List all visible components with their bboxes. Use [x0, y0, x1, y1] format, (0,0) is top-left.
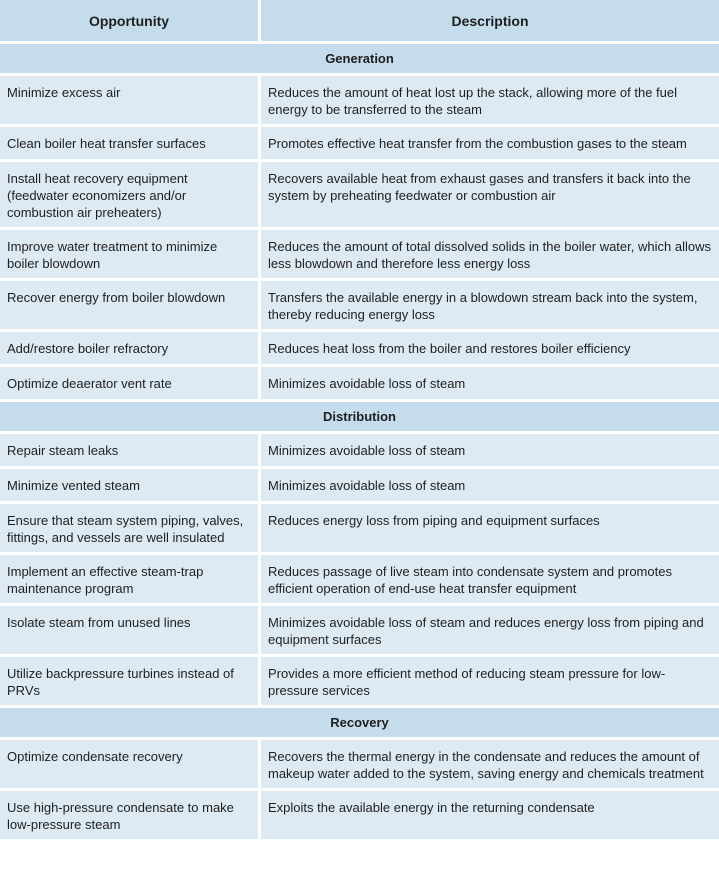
description-cell: Reduces heat loss from the boiler and restores boiler efficiency [261, 332, 719, 364]
opportunity-cell: Add/restore boiler refractory [0, 332, 258, 364]
table-row [0, 469, 719, 501]
description-cell: Recovers available heat from exhaust gases and transfers it back into the system by preheating feedwater or combustion air [261, 162, 719, 227]
description-cell: Minimizes avoidable loss of steam [261, 434, 719, 466]
description-cell: Minimizes avoidable loss of steam [261, 469, 719, 501]
section-title-generation: Generation [0, 44, 719, 73]
table-row [0, 76, 719, 124]
description-cell: Reduces the amount of total dissolved solids in the boiler water, which allows less blowdown and therefore less energy loss [261, 230, 719, 278]
description-cell: Reduces energy loss from piping and equipment surfaces [261, 504, 719, 552]
table-row [0, 555, 719, 603]
opportunity-cell: Clean boiler heat transfer surfaces [0, 127, 258, 159]
table-row [0, 434, 719, 466]
table-row [0, 230, 719, 278]
section-title-recovery: Recovery [0, 708, 719, 737]
opportunity-cell: Optimize condensate recovery [0, 740, 258, 788]
description-cell: Minimizes avoidable loss of steam and reduces energy loss from piping and equipment surfaces [261, 606, 719, 654]
description-cell: Minimizes avoidable loss of steam [261, 367, 719, 399]
description-cell: Transfers the available energy in a blowdown stream back into the system, thereby reducing energy loss [261, 281, 719, 329]
description-cell: Exploits the available energy in the returning condensate [261, 791, 719, 839]
opportunity-cell: Install heat recovery equipment (feedwater economizers and/or combustion air preheaters) [0, 162, 258, 227]
opportunity-cell: Use high-pressure condensate to make low-pressure steam [0, 791, 258, 839]
table-row [0, 162, 719, 227]
opportunity-cell: Optimize deaerator vent rate [0, 367, 258, 399]
opportunity-cell: Minimize vented steam [0, 469, 258, 501]
opportunity-cell: Recover energy from boiler blowdown [0, 281, 258, 329]
opportunity-cell: Repair steam leaks [0, 434, 258, 466]
description-cell: Reduces passage of live steam into condensate system and promotes efficient operation of end-use heat transfer equipment [261, 555, 719, 603]
table-row [0, 127, 719, 159]
table-row [0, 740, 719, 788]
table-row [0, 332, 719, 364]
table-row [0, 504, 719, 552]
opportunity-cell: Improve water treatment to minimize boiler blowdown [0, 230, 258, 278]
opportunity-cell: Minimize excess air [0, 76, 258, 124]
section-row [0, 44, 719, 73]
opportunity-cell: Utilize backpressure turbines instead of PRVs [0, 657, 258, 705]
description-cell: Provides a more efficient method of reducing steam pressure for low-pressure services [261, 657, 719, 705]
table-row [0, 657, 719, 705]
section-title-distribution: Distribution [0, 402, 719, 431]
section-row [0, 402, 719, 431]
opportunity-cell: Implement an effective steam-trap maintenance program [0, 555, 258, 603]
table-row [0, 281, 719, 329]
description-cell: Reduces the amount of heat lost up the stack, allowing more of the fuel energy to be transferred to the steam [261, 76, 719, 124]
section-row [0, 708, 719, 737]
opportunity-cell: Ensure that steam system piping, valves, fittings, and vessels are well insulated [0, 504, 258, 552]
table-row [0, 367, 719, 399]
opportunity-cell: Isolate steam from unused lines [0, 606, 258, 654]
description-cell: Promotes effective heat transfer from the combustion gases to the steam [261, 127, 719, 159]
description-cell: Recovers the thermal energy in the condensate and reduces the amount of makeup water added to the system, saving energy and chemicals treatment [261, 740, 719, 788]
table-row [0, 791, 719, 839]
table-row [0, 606, 719, 654]
header-row [0, 0, 719, 41]
description-column-header: Description [261, 0, 719, 41]
opportunity-column-header: Opportunity [0, 0, 258, 41]
